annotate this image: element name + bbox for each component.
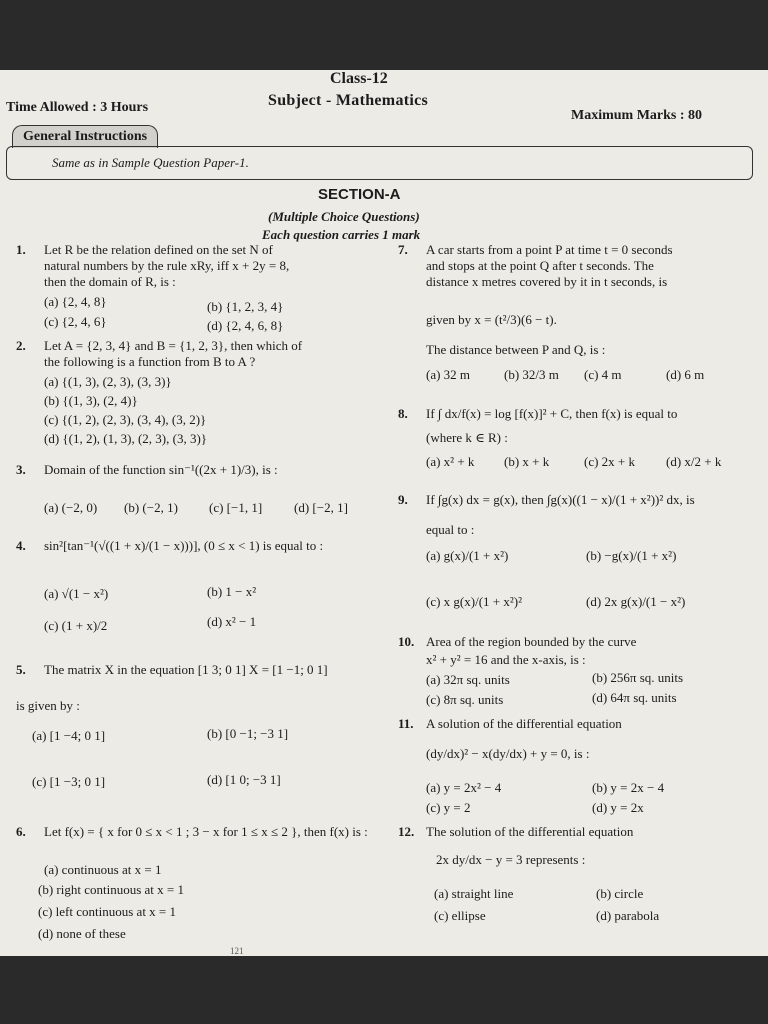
option-b: (b) (−2, 1) (124, 500, 178, 515)
question-12 (398, 824, 743, 944)
question-9 (398, 492, 743, 622)
question-number: 10. (398, 634, 415, 649)
option-c: (c) [1 −3; 0 1] (32, 774, 106, 789)
option-d: (d) x² − 1 (207, 614, 257, 629)
option-a: (a) x² + k (426, 454, 475, 469)
question-line: given by x = (t²/3)(6 − t). (426, 312, 557, 327)
question-line: is given by : (16, 698, 80, 713)
option-d: (d) [1 0; −3 1] (207, 772, 281, 787)
option-a: (a) continuous at x = 1 (44, 862, 162, 877)
option-b: (b) [0 −1; −3 1] (207, 726, 289, 741)
instructions-text: Same as in Sample Question Paper-1. (52, 155, 249, 170)
question-number: 9. (398, 492, 408, 507)
option-b: (b) y = 2x − 4 (592, 780, 665, 795)
question-line: (dy/dx)² − x(dy/dx) + y = 0, is : (426, 746, 590, 761)
option-a: (a) {2, 4, 8} (44, 294, 107, 309)
question-line: The matrix X in the equation [1 3; 0 1] X = [1 −1; 0 1] (44, 662, 328, 677)
section-title: SECTION-A (318, 186, 401, 203)
question-number: 3. (16, 462, 26, 477)
option-b: (b) 1 − x² (207, 584, 257, 599)
option-c: (c) left continuous at x = 1 (38, 904, 177, 919)
section-subtitle: (Multiple Choice Questions) (268, 209, 420, 224)
question-line: and stops at the point Q after t seconds. The (426, 258, 654, 273)
option-c: (c) (1 + x)/2 (44, 618, 108, 633)
question-line: Let f(x) = { x for 0 ≤ x < 1 ; 3 − x for 1 ≤ x ≤ 2 }, then f(x) is : (44, 824, 368, 839)
question-line: distance x metres covered by it in t seconds, is (426, 274, 668, 289)
option-b: (b) x + k (504, 454, 550, 469)
option-d: (d) 64π sq. units (592, 690, 677, 705)
question-7 (398, 242, 743, 382)
question-line: A solution of the differential equation (426, 716, 622, 731)
option-b: (b) circle (596, 886, 644, 901)
question-number: 8. (398, 406, 408, 421)
question-4 (16, 538, 386, 658)
question-line: 2x dy/dx − y = 3 represents : (436, 852, 586, 867)
question-line: Domain of the function sin⁻¹((2x + 1)/3), is : (44, 462, 278, 477)
question-line: x² + y² = 16 and the x-axis, is : (426, 652, 586, 667)
option-a: (a) [1 −4; 0 1] (32, 728, 106, 743)
question-line: Let A = {2, 3, 4} and B = {1, 2, 3}, then which of (44, 338, 303, 353)
maximum-marks: Maximum Marks : 80 (571, 108, 703, 123)
general-instructions-box (6, 146, 753, 180)
option-c: (c) ellipse (434, 908, 486, 923)
option-b: (b) 32/3 m (504, 367, 559, 382)
option-a: (a) {(1, 3), (2, 3), (3, 3)} (44, 374, 172, 389)
option-c: (c) 8π sq. units (426, 692, 504, 707)
question-line: (where k ∈ R) : (426, 430, 508, 445)
option-b: (b) {1, 2, 3, 4} (207, 299, 284, 314)
question-number: 2. (16, 338, 26, 353)
option-a: (a) y = 2x² − 4 (426, 780, 502, 795)
option-b: (b) right continuous at x = 1 (38, 882, 184, 897)
option-b: (b) {(1, 3), (2, 4)} (44, 393, 138, 408)
option-a: (a) (−2, 0) (44, 500, 98, 515)
question-line: the following is a function from B to A ? (44, 354, 256, 369)
option-d: (d) parabola (596, 908, 660, 923)
option-d: (d) y = 2x (592, 800, 644, 815)
question-line: Let R be the relation defined on the set N of (44, 242, 273, 257)
class-title: Class-12 (330, 70, 388, 87)
question-10 (398, 634, 743, 714)
option-b: (b) 256π sq. units (592, 670, 684, 685)
question-line: equal to : (426, 522, 475, 537)
marks-note: Each question carries 1 mark (262, 227, 421, 242)
question-number: 6. (16, 824, 26, 839)
question-number: 5. (16, 662, 26, 677)
option-a: (a) 32π sq. units (426, 672, 510, 687)
question-8 (398, 406, 743, 476)
subject-title: Subject - Mathematics (268, 92, 429, 109)
general-instructions-label: General Instructions (12, 125, 158, 148)
question-2 (16, 338, 386, 448)
option-a: (a) straight line (434, 886, 514, 901)
question-line: The solution of the differential equation (426, 824, 634, 839)
option-d: (d) none of these (38, 926, 126, 941)
option-c: (c) [−1, 1] (209, 500, 263, 515)
option-b: (b) −g(x)/(1 + x²) (586, 548, 677, 563)
question-number: 11. (398, 716, 414, 731)
question-line: If ∫g(x) dx = g(x), then ∫g(x)((1 − x)/(1 + x²))² dx, is (426, 492, 695, 507)
option-a: (a) 32 m (426, 367, 471, 382)
question-1 (16, 242, 386, 332)
question-6 (16, 824, 386, 954)
question-11 (398, 716, 743, 826)
question-line: then the domain of R, is : (44, 274, 176, 289)
page-number: 121 (230, 946, 244, 956)
question-line: The distance between P and Q, is : (426, 342, 606, 357)
option-a: (a) √(1 − x²) (44, 586, 109, 601)
question-line: If ∫ dx/f(x) = log [f(x)]² + C, then f(x) is equal to (426, 406, 678, 421)
question-number: 7. (398, 242, 408, 257)
question-line: A car starts from a point P at time t = 0 seconds (426, 242, 673, 257)
question-line: sin²[tan⁻¹(√((1 + x)/(1 − x)))], (0 ≤ x < 1) is equal to : (44, 538, 324, 553)
option-c: (c) x g(x)/(1 + x²)² (426, 594, 522, 609)
option-c: (c) y = 2 (426, 800, 471, 815)
option-c: (c) {(1, 2), (2, 3), (3, 4), (3, 2)} (44, 412, 207, 427)
option-c: (c) {2, 4, 6} (44, 314, 107, 329)
option-d: (d) {(1, 2), (1, 3), (2, 3), (3, 3)} (44, 431, 208, 446)
option-a: (a) g(x)/(1 + x²) (426, 548, 509, 563)
question-3 (16, 462, 386, 522)
question-line: Area of the region bounded by the curve (426, 634, 637, 649)
time-allowed: Time Allowed : 3 Hours (6, 100, 149, 115)
option-d: (d) [−2, 1] (294, 500, 348, 515)
option-c: (c) 2x + k (584, 454, 636, 469)
question-line: natural numbers by the rule xRy, iff x + 2y = 8, (44, 258, 290, 273)
option-d: (d) x/2 + k (666, 454, 722, 469)
question-paper-page (0, 70, 768, 956)
question-number: 12. (398, 824, 415, 839)
option-d: (d) 2x g(x)/(1 − x²) (586, 594, 686, 609)
option-d: (d) 6 m (666, 367, 705, 382)
question-5 (16, 662, 386, 812)
option-c: (c) 4 m (584, 367, 622, 382)
question-number: 4. (16, 538, 26, 553)
question-number: 1. (16, 242, 26, 257)
option-d: (d) {2, 4, 6, 8} (207, 318, 284, 333)
